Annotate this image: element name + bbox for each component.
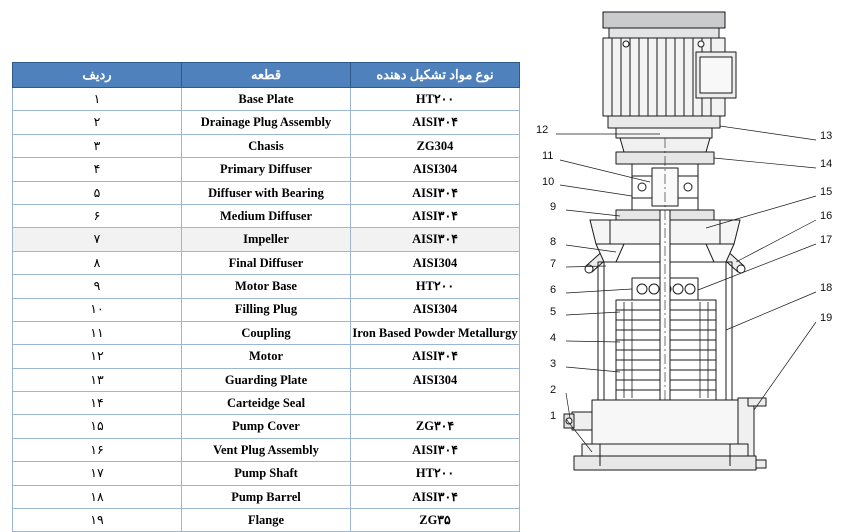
callout-10: 10 xyxy=(542,176,555,188)
callout-17: 17 xyxy=(820,234,833,246)
cell-part: Motor xyxy=(182,345,351,368)
cell-part: Flange xyxy=(182,509,351,532)
cell-index: ۱۵ xyxy=(13,415,182,438)
cell-material: AISI304 xyxy=(351,368,520,391)
table-row xyxy=(13,298,520,321)
table-row xyxy=(13,462,520,485)
table-row xyxy=(13,438,520,461)
cell-material: AISI۳۰۴ xyxy=(351,204,520,227)
table-row xyxy=(13,345,520,368)
cell-material: AISI۳۰۴ xyxy=(351,438,520,461)
cell-part: Drainage Plug Assembly xyxy=(182,111,351,134)
cell-material: AISI304 xyxy=(351,298,520,321)
cell-material: AISI304 xyxy=(351,251,520,274)
cell-part: Vent Plug Assembly xyxy=(182,438,351,461)
table-body xyxy=(13,88,520,532)
header-index: ردیف xyxy=(13,63,182,88)
cell-material: AISI۳۰۴ xyxy=(351,181,520,204)
table-row xyxy=(13,509,520,532)
pump-drawing-svg xyxy=(520,0,850,500)
table-row xyxy=(13,275,520,298)
table-header-row xyxy=(13,63,520,88)
cell-material: ZG304 xyxy=(351,134,520,157)
table-row xyxy=(13,368,520,391)
cell-index: ۱۶ xyxy=(13,438,182,461)
callout-15: 15 xyxy=(820,186,833,198)
callout-18: 18 xyxy=(820,282,833,294)
cell-index: ۱۳ xyxy=(13,368,182,391)
cell-material: HT۲۰۰ xyxy=(351,462,520,485)
header-material: نوع مواد تشکیل دهنده xyxy=(351,63,520,88)
callout-2: 2 xyxy=(550,384,557,396)
cell-index: ۶ xyxy=(13,204,182,227)
table-row xyxy=(13,251,520,274)
cell-index: ۱۴ xyxy=(13,392,182,415)
cell-material xyxy=(351,392,520,415)
cell-index: ۷ xyxy=(13,228,182,251)
cell-part: Coupling xyxy=(182,321,351,344)
cell-index: ۸ xyxy=(13,251,182,274)
table-row xyxy=(13,485,520,508)
callout-19: 19 xyxy=(820,312,833,324)
table-row xyxy=(13,392,520,415)
cell-part: Chasis xyxy=(182,134,351,157)
cell-material: AISI۳۰۴ xyxy=(351,111,520,134)
cell-material: AISI۳۰۴ xyxy=(351,228,520,251)
parts-table xyxy=(12,62,520,532)
table-row xyxy=(13,415,520,438)
cell-material: AISI304 xyxy=(351,158,520,181)
callout-5: 5 xyxy=(550,306,557,318)
cell-index: ۱۹ xyxy=(13,509,182,532)
cell-material: Iron Based Powder Metallurgy xyxy=(351,321,520,344)
callout-7: 7 xyxy=(550,258,557,270)
cell-part: Pump Shaft xyxy=(182,462,351,485)
cell-part: Pump Barrel xyxy=(182,485,351,508)
cell-index: ۹ xyxy=(13,275,182,298)
cell-index: ۱۷ xyxy=(13,462,182,485)
callout-16: 16 xyxy=(820,210,833,222)
cell-index: ۱۲ xyxy=(13,345,182,368)
cell-part: Motor Base xyxy=(182,275,351,298)
callout-13: 13 xyxy=(820,130,833,142)
cell-material: AISI۳۰۴ xyxy=(351,485,520,508)
table-row xyxy=(13,134,520,157)
cell-part: Final Diffuser xyxy=(182,251,351,274)
cell-index: ۵ xyxy=(13,181,182,204)
cell-part: Guarding Plate xyxy=(182,368,351,391)
table-row xyxy=(13,158,520,181)
cell-index: ۱ xyxy=(13,88,182,111)
callout-14: 14 xyxy=(820,158,833,170)
table-row xyxy=(13,204,520,227)
cell-part: Impeller xyxy=(182,228,351,251)
cell-material: HT۲۰۰ xyxy=(351,88,520,111)
callout-1: 1 xyxy=(550,410,557,422)
table-row xyxy=(13,111,520,134)
table-row xyxy=(13,88,520,111)
cell-material: ZG۳۰۴ xyxy=(351,415,520,438)
cell-part: Filling Plug xyxy=(182,298,351,321)
callout-3: 3 xyxy=(550,358,557,370)
cell-material: AISI۳۰۴ xyxy=(351,345,520,368)
table-row xyxy=(13,228,520,251)
cell-part: Base Plate xyxy=(182,88,351,111)
cell-index: ۱۰ xyxy=(13,298,182,321)
cell-index: ۱۸ xyxy=(13,485,182,508)
callout-11: 11 xyxy=(542,150,554,162)
cell-part: Diffuser with Bearing xyxy=(182,181,351,204)
cell-index: ۱۱ xyxy=(13,321,182,344)
cell-part: Primary Diffuser xyxy=(182,158,351,181)
cell-index: ۴ xyxy=(13,158,182,181)
callout-8: 8 xyxy=(550,236,557,248)
header-part: قطعه xyxy=(182,63,351,88)
cell-index: ۳ xyxy=(13,134,182,157)
cell-index: ۲ xyxy=(13,111,182,134)
cell-part: Carteidge Seal xyxy=(182,392,351,415)
callout-9: 9 xyxy=(550,201,557,213)
cell-part: Medium Diffuser xyxy=(182,204,351,227)
parts-table-container xyxy=(12,62,520,532)
callout-4: 4 xyxy=(550,332,557,344)
cell-material: ZG۳۵ xyxy=(351,509,520,532)
callout-6: 6 xyxy=(550,284,557,296)
table-row xyxy=(13,321,520,344)
callout-12: 12 xyxy=(536,124,549,136)
pump-cutaway-diagram xyxy=(520,0,850,500)
table-row xyxy=(13,181,520,204)
cell-material: HT۲۰۰ xyxy=(351,275,520,298)
cell-part: Pump Cover xyxy=(182,415,351,438)
